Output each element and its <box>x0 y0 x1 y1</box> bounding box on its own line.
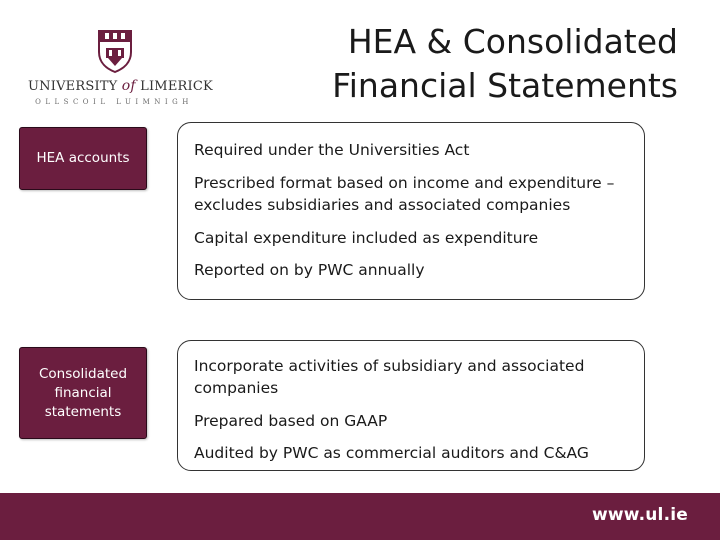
hea-accounts-details <box>177 122 645 300</box>
logo-name-part1: UNIVERSITY <box>28 79 118 94</box>
list-item: Required under the Universities Act <box>194 141 470 159</box>
website-url: www.ul.ie <box>591 505 688 525</box>
list-item: Prepared based on GAAP <box>194 412 388 430</box>
slide-title <box>332 20 678 108</box>
consolidated-statements-label-text: Consolidated financial statements <box>38 365 128 420</box>
consolidated-statements-details <box>177 340 645 471</box>
crest-icon <box>96 28 134 74</box>
logo-name-of: of <box>121 78 136 94</box>
list-item: Capital expenditure included as expenditure <box>194 229 539 247</box>
footer-bar <box>0 493 720 540</box>
list-item: Audited by PWC as commercial auditors and C&AG <box>194 444 589 462</box>
title-line-1: HEA & Consolidated <box>347 22 678 61</box>
title-line-2: Financial Statements <box>332 66 678 105</box>
logo-name-part2: LIMERICK <box>140 79 213 94</box>
list-item: Incorporate activities of subsidiary and associated companies <box>194 357 585 397</box>
hea-accounts-label <box>19 127 147 190</box>
logo-wordmark <box>28 78 213 94</box>
list-item: Reported on by PWC annually <box>194 261 425 279</box>
hea-accounts-label-text: HEA accounts <box>36 150 130 166</box>
consolidated-statements-label <box>19 347 147 439</box>
logo-subtitle: OLLSCOIL LUIMNIGH <box>35 98 193 106</box>
list-item: Prescribed format based on income and expenditure – excludes subsidiaries and associated companies <box>194 174 615 214</box>
university-logo <box>28 28 213 112</box>
